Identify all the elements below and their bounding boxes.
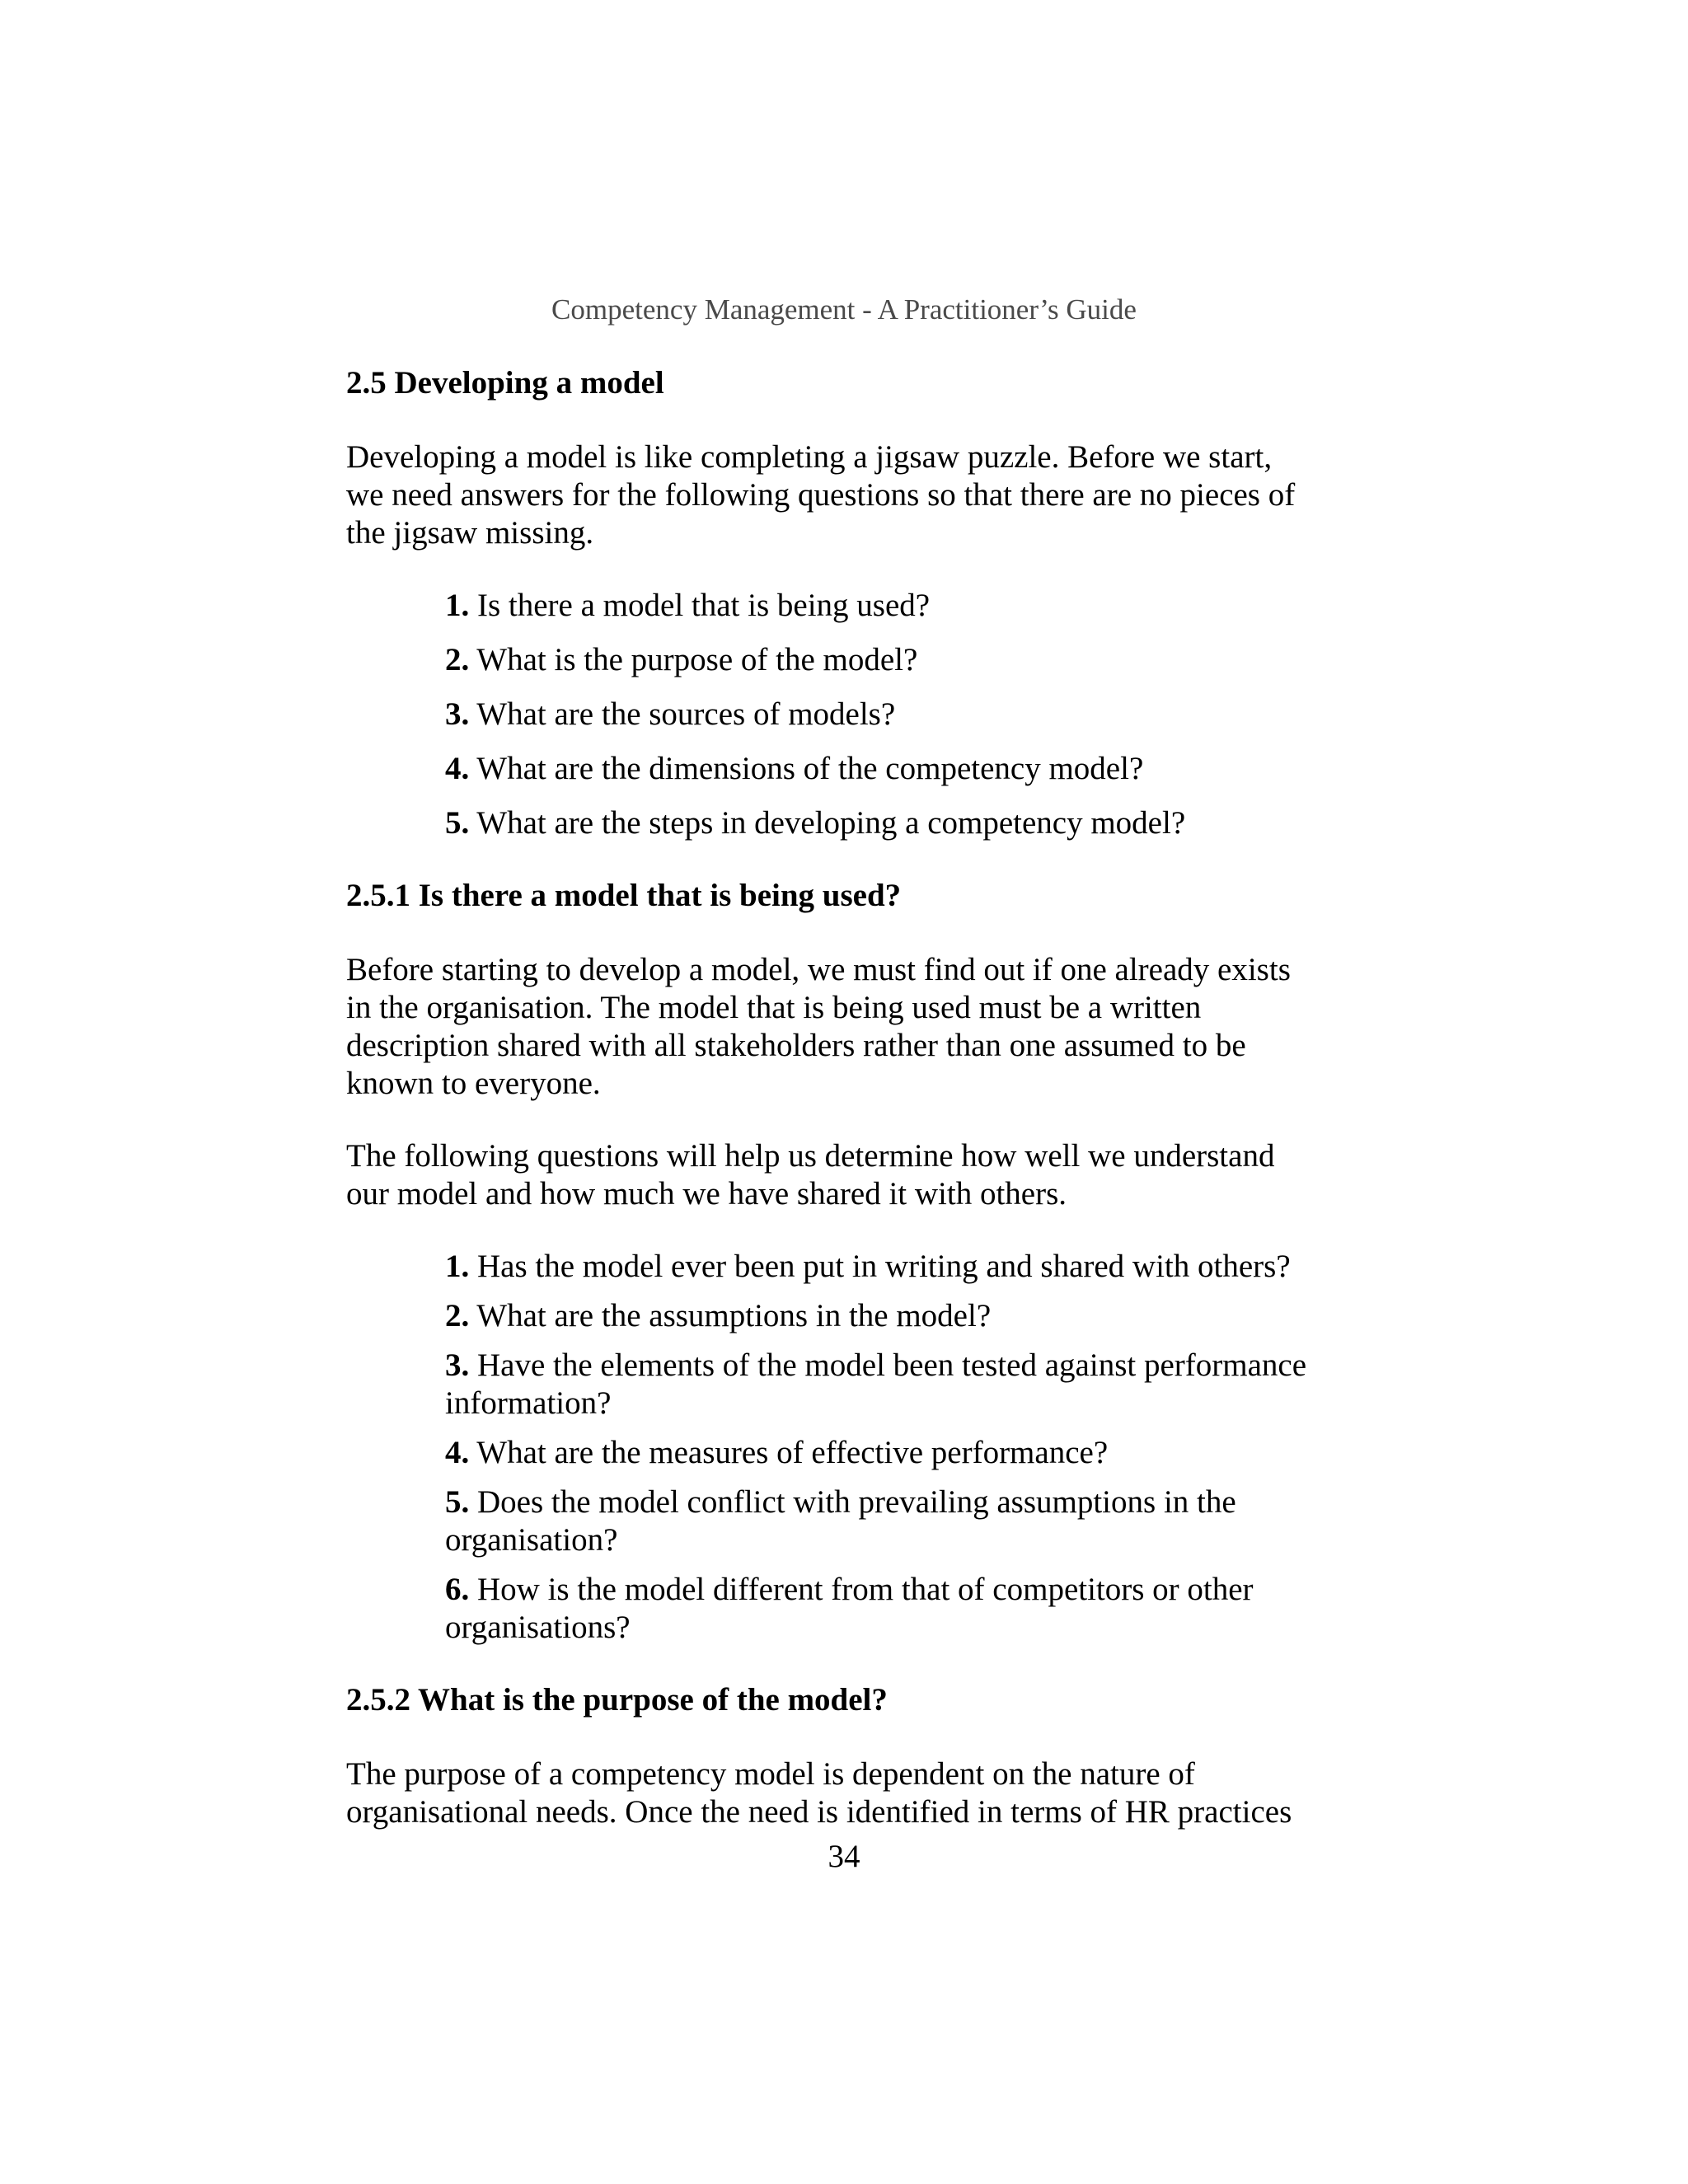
list-item-text: What are the sources of models?: [469, 696, 896, 732]
section-heading-2-5: 2.5 Developing a model: [346, 365, 664, 401]
list-item-text: Has the model ever been put in writing and shared with others?: [469, 1249, 1291, 1284]
list-item-text: Have the elements of the model been tested against performance information?: [445, 1347, 1307, 1421]
list-item-number: 6.: [445, 1572, 470, 1607]
list-item: [445, 1347, 1360, 1422]
list-item: [445, 750, 1360, 788]
list-item-number: 2.: [445, 1298, 470, 1333]
list-item-number: 3.: [445, 1347, 470, 1383]
list-item-text: Does the model conflict with prevailing assumptions in the organisation?: [445, 1484, 1236, 1558]
section-heading-2-5-2: 2.5.2 What is the purpose of the model?: [346, 1682, 888, 1718]
page-number: 34: [828, 1839, 860, 1874]
section-2-5-intro: Developing a model is like completing a jigsaw puzzle. Before we start, we need answers for the following questions so that there are no pieces of the jigsaw missing.: [346, 439, 1296, 551]
running-header: Competency Management - A Practitioner’s Guide: [551, 293, 1137, 326]
section-2-5-1-question-list: [346, 1248, 1360, 1647]
list-item: [445, 1571, 1360, 1647]
list-item: [445, 587, 1360, 625]
list-item-text: Is there a model that is being used?: [469, 588, 931, 623]
list-item-number: 1.: [445, 588, 470, 623]
list-item-text: What are the measures of effective performance?: [469, 1435, 1109, 1470]
list-item-number: 5.: [445, 805, 470, 841]
list-item-number: 4.: [445, 1435, 470, 1470]
section-heading-2-5-1: 2.5.1 Is there a model that is being used?: [346, 878, 902, 913]
list-item: [445, 641, 1360, 679]
list-item-number: 5.: [445, 1484, 470, 1520]
list-item: [445, 804, 1360, 842]
list-item-number: 1.: [445, 1249, 470, 1284]
list-item-text: What are the steps in developing a competency model?: [469, 805, 1186, 841]
list-item: [445, 1297, 1360, 1335]
list-item-number: 4.: [445, 751, 470, 786]
section-2-5-question-list: [346, 587, 1360, 842]
list-item-text: What is the purpose of the model?: [469, 642, 918, 677]
list-item: [445, 696, 1360, 733]
list-item-number: 3.: [445, 696, 470, 732]
section-2-5-1-paragraph-1: Before starting to develop a model, we must find out if one already exists in the organisation. The model that is being used must be a written description shared with all stakeholders rather than one assumed to be known to everyone.: [346, 952, 1291, 1101]
page-content: [346, 363, 1360, 1831]
list-item-text: How is the model different from that of competitors or other organisations?: [445, 1572, 1254, 1645]
list-item-number: 2.: [445, 642, 470, 677]
list-item: [445, 1248, 1360, 1286]
list-item-text: What are the assumptions in the model?: [469, 1298, 992, 1333]
list-item: [445, 1483, 1360, 1559]
list-item: [445, 1434, 1360, 1472]
section-2-5-1-paragraph-2: The following questions will help us determine how well we understand our model and how much we have shared it with others.: [346, 1138, 1275, 1212]
list-item-text: What are the dimensions of the competency model?: [469, 751, 1144, 786]
section-2-5-2-paragraph-1: The purpose of a competency model is dependent on the nature of organisational needs. Once the need is identified in terms of HR practices: [346, 1756, 1292, 1830]
